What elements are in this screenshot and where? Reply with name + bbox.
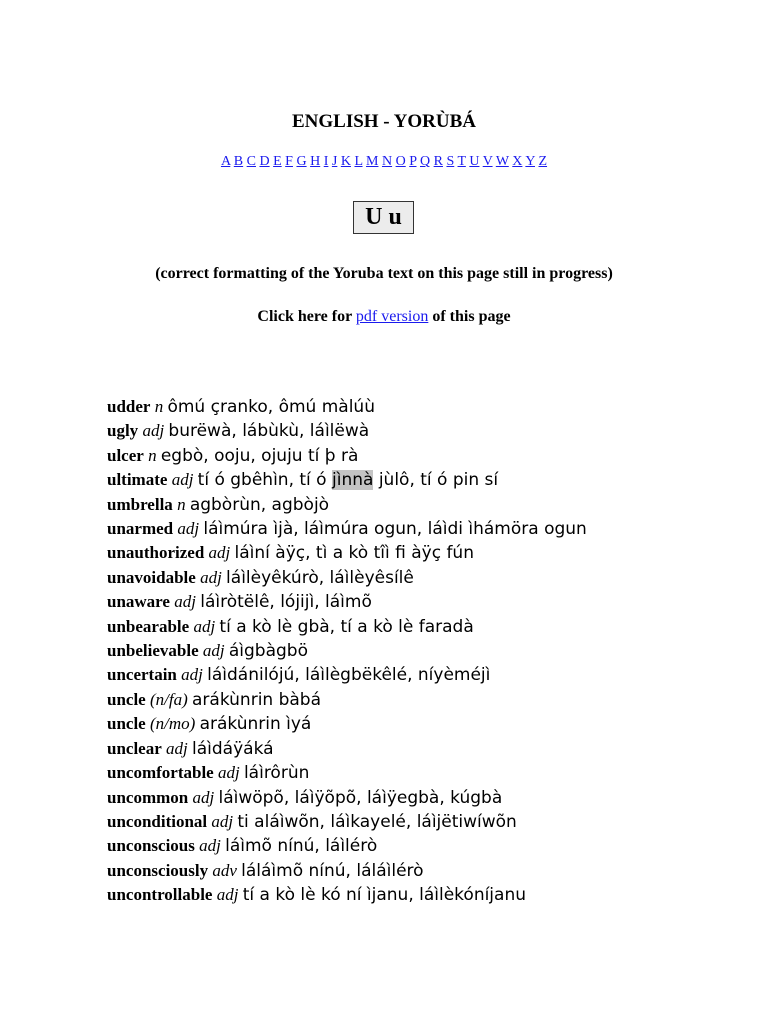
letter-link-d[interactable]: D [259, 154, 270, 169]
entry-row [107, 688, 627, 712]
entry-row [107, 419, 627, 443]
alphabet-nav [0, 153, 768, 171]
letter-link-j[interactable]: J [331, 154, 338, 169]
page-title: ENGLISH - YORÙBÁ [291, 111, 477, 132]
letter-link-y[interactable]: Y [525, 154, 535, 169]
entry-term: ugly [107, 421, 139, 441]
entry-term: uncontrollable [107, 885, 213, 905]
entry-translation: burëwà, lábùkù, láìlëwà [168, 421, 370, 442]
entry-translation: láìdánilójú, láìlègbëkêlé, níyèméjì [207, 665, 491, 686]
entry-part-of-speech: adj [217, 763, 240, 783]
letter-link-l[interactable]: L [354, 154, 363, 169]
entry-row [107, 566, 627, 590]
entry-translation: egbò, ooju, ojuju tí þ rà [160, 445, 359, 466]
letter-link-x[interactable]: X [512, 154, 523, 169]
entry-part-of-speech: adj [171, 470, 194, 490]
letter-link-z[interactable]: Z [538, 154, 548, 169]
entry-part-of-speech: adj [193, 616, 216, 636]
entry-term: unarmed [107, 519, 174, 539]
letter-link-i[interactable]: I [323, 154, 329, 169]
entry-translation: ômú çranko, ômú màlúù [167, 397, 375, 417]
entry-row [107, 810, 627, 834]
entry-part-of-speech: adj [166, 738, 188, 758]
entry-translation: arákùnrin bàbá [192, 689, 322, 710]
entry-term: unclear [107, 738, 162, 758]
dictionary-entries [107, 395, 627, 908]
entry-part-of-speech: adj [174, 592, 196, 612]
entry-row [107, 737, 627, 761]
entry-term: udder [107, 397, 151, 416]
entry-part-of-speech: (n/fa) [149, 689, 188, 709]
entry-row [107, 444, 627, 468]
entry-translation: láìmõ nínú, láìlérò [225, 836, 378, 857]
entry-term: unaware [107, 592, 170, 612]
entry-translation: láìrôrùn [243, 763, 310, 784]
entry-translation: láìlèyêkúrò, láìlèyêsílê [226, 567, 414, 588]
entry-row [107, 517, 627, 541]
entry-translation: áìgbàgbö [228, 641, 308, 662]
entry-part-of-speech: adj [177, 519, 200, 539]
entry-row [107, 883, 627, 907]
entry-translation: láìròtëlê, lójijì, láìmõ [200, 592, 372, 613]
letter-link-t[interactable]: T [457, 154, 466, 169]
entry-row [107, 615, 627, 639]
entry-term: uncle [107, 689, 146, 709]
entry-term: unbearable [107, 616, 190, 636]
highlighted-word: jìnnà [332, 470, 374, 491]
entry-term: uncertain [107, 665, 177, 685]
entry-term: unconsciously [107, 860, 209, 880]
entry-part-of-speech: n [148, 445, 157, 465]
letter-link-p[interactable]: P [409, 154, 417, 169]
letter-link-f[interactable]: F [285, 154, 293, 169]
entry-translation: láìní àÿç, tì a kò tîì fi àÿç fún [234, 543, 474, 564]
pdf-prefix-text: Click here for [257, 308, 356, 325]
formatting-note: (correct formatting of the Yoruba text on this page still in progress) [155, 265, 613, 282]
entry-row [107, 786, 627, 810]
entry-translation: láìwöpõ, láìÿõpõ, láìÿegbà, kúgbà [218, 787, 503, 808]
letter-link-s[interactable]: S [446, 154, 455, 169]
entry-row [107, 590, 627, 614]
entry-row [107, 663, 627, 687]
entry-term: ulcer [107, 445, 144, 465]
letter-link-v[interactable]: V [482, 154, 493, 169]
current-letter-box: U u [353, 201, 414, 234]
entry-term: uncommon [107, 787, 189, 807]
letter-link-b[interactable]: B [233, 154, 244, 169]
entry-part-of-speech: n [177, 494, 186, 514]
entry-row [107, 468, 627, 492]
letter-link-n[interactable]: N [381, 154, 393, 169]
entry-translation: tí ó gbêhìn, tí ó [197, 470, 332, 491]
pdf-line [0, 307, 768, 327]
letter-link-c[interactable]: C [246, 154, 256, 169]
entry-translation: láìdáÿáká [192, 738, 274, 759]
entry-part-of-speech: adj [142, 421, 165, 441]
letter-link-e[interactable]: E [273, 154, 282, 169]
entry-part-of-speech: adj [216, 885, 239, 905]
entry-part-of-speech: n [154, 397, 164, 416]
letter-link-m[interactable]: M [366, 154, 379, 169]
entry-part-of-speech: adj [211, 811, 234, 831]
letter-link-w[interactable]: W [495, 154, 509, 169]
letter-link-q[interactable]: Q [420, 154, 431, 169]
entry-part-of-speech: adj [202, 641, 225, 661]
entry-part-of-speech: adj [192, 787, 215, 807]
entry-term: unbelievable [107, 641, 199, 661]
letter-link-h[interactable]: H [310, 154, 321, 169]
entry-part-of-speech: adj [181, 665, 203, 685]
letter-link-k[interactable]: K [340, 154, 351, 169]
entry-translation-continued: jùlô, tí ó pin sí [373, 470, 499, 491]
entry-row [107, 761, 627, 785]
entry-row [107, 541, 627, 565]
entry-part-of-speech: adv [212, 860, 237, 880]
entry-part-of-speech: (n/mo) [149, 714, 196, 734]
entry-term: unavoidable [107, 567, 196, 587]
entry-translation: ti aláìwõn, láìkayelé, láìjëtiwíwõn [237, 811, 517, 832]
entry-row [107, 493, 627, 517]
entry-term: unauthorized [107, 543, 205, 563]
entry-row [107, 395, 627, 419]
letter-link-g[interactable]: G [296, 154, 307, 169]
letter-link-r[interactable]: R [433, 154, 443, 169]
entry-row [107, 834, 627, 858]
entry-translation: tí a kò lè gbà, tí a kò lè faradà [219, 616, 474, 637]
entry-row [107, 639, 627, 663]
letter-link-u[interactable]: U [469, 154, 480, 169]
entry-term: uncomfortable [107, 763, 214, 783]
entry-term: umbrella [107, 494, 173, 514]
entry-translation: láìmúra ìjà, láìmúra ogun, láìdi ìhámöra ogun [203, 519, 587, 540]
entry-translation: agbòrùn, agbòjò [189, 494, 330, 515]
entry-part-of-speech: adj [200, 567, 222, 587]
entry-term: uncle [107, 714, 146, 734]
entry-part-of-speech: adj [208, 543, 231, 563]
entry-term: unconditional [107, 811, 208, 831]
entry-row [107, 712, 627, 736]
letter-link-o[interactable]: O [395, 154, 406, 169]
entry-term: unconscious [107, 836, 195, 856]
pdf-version-link[interactable]: pdf version [355, 308, 429, 325]
entry-translation: arákùnrin ìyá [199, 714, 312, 735]
entry-term: ultimate [107, 470, 168, 490]
entry-row [107, 859, 627, 883]
entry-translation: tí a kò lè kó ní ìjanu, láìlèkóníjanu [242, 885, 526, 906]
pdf-suffix-text: of this page [428, 308, 511, 325]
entry-part-of-speech: adj [199, 836, 221, 856]
entry-translation: láláìmõ nínú, láláìlérò [241, 860, 424, 881]
letter-link-a[interactable]: A [220, 154, 231, 169]
